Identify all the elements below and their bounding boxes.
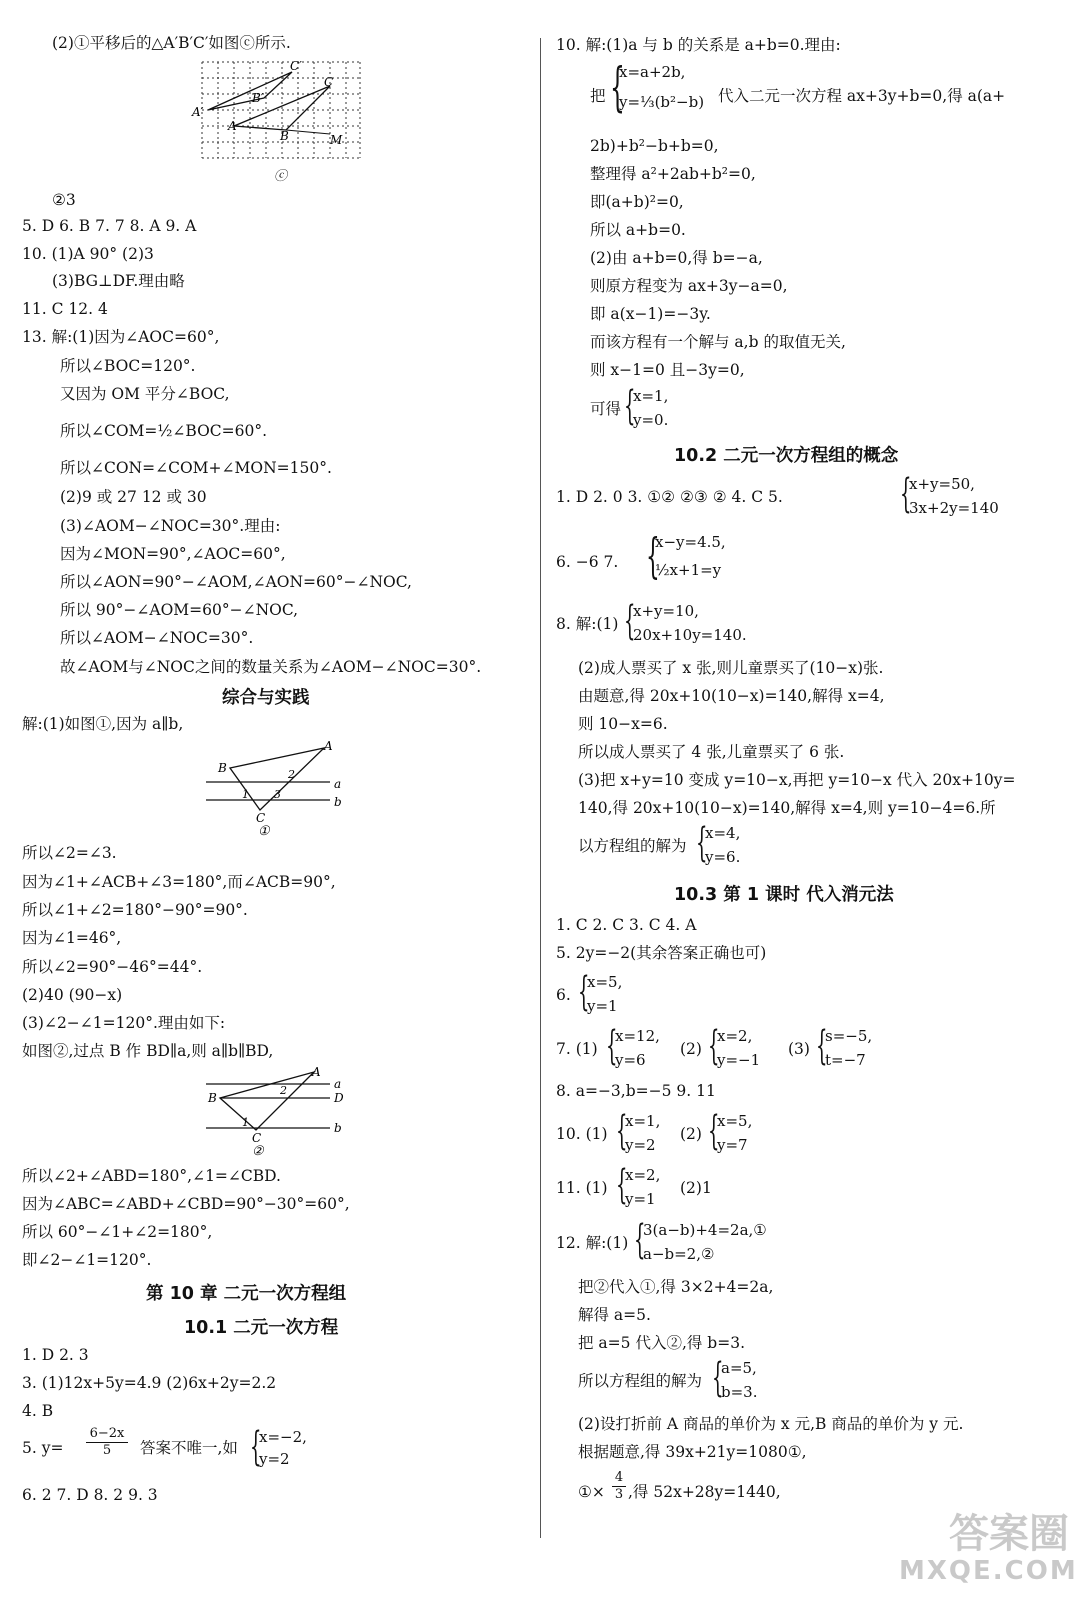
text-line: 则 10−x=6. (578, 715, 668, 733)
text-line: 11. (1) (556, 1179, 608, 1197)
text-line: 因为∠1=46°, (22, 929, 122, 947)
text-line: 则 x−1=0 且−3y=0, (590, 361, 745, 379)
text-line: (3)BG⊥DF.理由略 (52, 272, 185, 290)
text-line: 因为∠ABC=∠ABD+∠CBD=90°−30°=60°, (22, 1195, 350, 1213)
text-line: 1. D 2. 0 3. ①② ②③ ② 4. C 5. (556, 488, 783, 506)
text-line: 1. C 2. C 3. C 4. A (556, 916, 697, 934)
text-line: 11. C 12. 4 (22, 300, 108, 318)
text-line: 即∠2−∠1=120°. (22, 1251, 152, 1269)
text-line: 13. 解:(1)因为∠AOC=60°, (22, 328, 220, 346)
svg-text:1: 1 (242, 1116, 249, 1129)
text-line: 根据题意,得 39x+21y=1080①, (578, 1443, 807, 1461)
text-line: 所以∠BOC=120°. (60, 357, 196, 375)
text-line: (2)由 a+b=0,得 b=−a, (590, 249, 763, 267)
text-line: 6. (556, 986, 571, 1004)
text-line: 所以成人票买了 4 张,儿童票买了 6 张. (578, 743, 845, 761)
text-line: 10. 解:(1)a 与 b 的关系是 a+b=0.理由: (556, 36, 841, 54)
text-line: (2)成人票买了 x 张,则儿童票买了(10−x)张. (578, 659, 884, 677)
text-line: 答案不唯一,如 (140, 1439, 238, 1457)
text-line: 因为∠1+∠ACB+∠3=180°,而∠ACB=90°, (22, 873, 336, 891)
text-line: (3)∠2−∠1=120°.理由如下: (22, 1014, 226, 1032)
text-line: 所以∠2=∠3. (22, 844, 117, 862)
chapter-heading: 第 10 章 二元一次方程组 (146, 1284, 347, 1304)
text-line: (3)把 x+y=10 变成 y=10−x,再把 y=10−x 代入 20x+10y= (578, 771, 1016, 789)
label-b: b (334, 1121, 342, 1135)
text-line: 而该方程有一个解与 a,b 的取值无关, (590, 333, 846, 351)
fraction: 6−2x 5 (86, 1426, 128, 1459)
text-line: 所以 60°−∠1+∠2=180°, (22, 1223, 213, 1241)
text-line: 所以∠AON=90°−∠AOM,∠AON=60°−∠NOC, (60, 573, 412, 591)
text-line: 6. 2 7. D 8. 2 9. 3 (22, 1486, 158, 1504)
label-C: C (256, 811, 266, 825)
text-line: 把 (590, 87, 606, 105)
text-line: 2b)+b²−b+b=0, (590, 137, 719, 155)
svg-text:2: 2 (280, 1084, 287, 1097)
text-line: 如图②,过点 B 作 BD∥a,则 a∥b∥BD, (22, 1042, 274, 1060)
figure-c-caption: ⓒ (274, 169, 288, 184)
text-line: 12. 解:(1) (556, 1234, 629, 1252)
text-line: 10. (1)A 90° (2)3 (22, 245, 154, 263)
label-A: A (324, 739, 333, 753)
label-M: M (330, 133, 343, 147)
text-line: 故∠AOM与∠NOC之间的数量关系为∠AOM−∠NOC=30°. (60, 658, 482, 676)
svg-text:1: 1 (242, 788, 249, 801)
svg-text:2: 2 (288, 768, 295, 781)
figure-1-caption: ① (258, 824, 270, 838)
text-line: ①× (578, 1483, 605, 1501)
figure-2-caption: ② (252, 1144, 264, 1159)
section-heading: 10.1 二元一次方程 (184, 1318, 339, 1338)
label-B: B (208, 1091, 217, 1105)
label-A: A (312, 1065, 321, 1079)
label-D: D (334, 1091, 344, 1105)
text-line: (2)设打折前 A 商品的单价为 x 元,B 商品的单价为 y 元. (578, 1415, 964, 1433)
figure-c-grid (190, 58, 370, 188)
text-line: 所以∠AOM−∠NOC=30°. (60, 629, 254, 647)
section-heading: 10.2 二元一次方程组的概念 (674, 446, 899, 466)
text-line: 1. D 2. 3 (22, 1346, 89, 1364)
text-line: 以方程组的解为 (578, 837, 687, 855)
text-line: 所以∠2=90°−46°=44°. (22, 958, 203, 976)
text-line: 3. (1)12x+5y=4.9 (2)6x+2y=2.2 (22, 1374, 277, 1392)
section-heading: 综合与实践 (222, 688, 310, 708)
text-line: 则原方程变为 ax+3y−a=0, (590, 277, 788, 295)
watermark-logo: 答案圈 MXQE.COM (899, 1511, 1078, 1586)
label-a: a (334, 777, 342, 791)
text-line: 所以∠COM=½∠BOC=60°. (60, 422, 268, 440)
text-line: (2)9 或 27 12 或 30 (60, 488, 207, 506)
text-line: 10. (1) (556, 1125, 608, 1143)
text-line: 8. a=−3,b=−5 9. 11 (556, 1082, 716, 1100)
text-line: (3) (788, 1040, 810, 1058)
text-line: 7. (1) (556, 1040, 598, 1058)
label-B: B (280, 129, 289, 143)
label-A: A (228, 119, 237, 133)
text-line: (3)∠AOM−∠NOC=30°.理由: (60, 517, 281, 535)
text-line: 5. y= (22, 1439, 64, 1457)
text-line: (2) (680, 1040, 702, 1058)
label-a: a (334, 1077, 342, 1091)
text-line: 又因为 OM 平分∠BOC, (60, 385, 230, 403)
text-line: 所以∠1+∠2=180°−90°=90°. (22, 901, 248, 919)
text-line: 整理得 a²+2ab+b²=0, (590, 165, 756, 183)
column-divider (540, 38, 541, 1538)
text-line: 8. 解:(1) (556, 615, 619, 633)
text-line: 解:(1)如图①,因为 a∥b, (22, 715, 184, 733)
text-line: 所以 a+b=0. (590, 221, 686, 239)
text-line: (2)40 (90−x) (22, 986, 123, 1004)
text-line: 由题意,得 20x+10(10−x)=140,解得 x=4, (578, 687, 885, 705)
text-line: 所以 90°−∠AOM=60°−∠NOC, (60, 601, 299, 619)
text-line: 即(a+b)²=0, (590, 193, 684, 211)
text-line: 把②代入①,得 3×2+4=2a, (578, 1278, 774, 1296)
text-line: (2) (680, 1125, 702, 1143)
label-b: b (334, 795, 342, 809)
section-heading: 10.3 第 1 课时 代入消元法 (674, 885, 894, 905)
text-line: 5. D 6. B 7. 7 8. A 9. A (22, 217, 197, 235)
text-line: 解得 a=5. (578, 1306, 651, 1324)
fraction: 4 3 (612, 1470, 626, 1503)
figure-2 (200, 1064, 350, 1159)
text-line: ②3 (52, 191, 76, 209)
label-B: B (218, 761, 227, 775)
text-line: (2)①平移后的△A′B′C′如图ⓒ所示. (52, 34, 291, 52)
text-line: 可得 (590, 400, 622, 418)
text-line: 6. −6 7. (556, 553, 619, 571)
text-line: (2)1 (680, 1179, 712, 1197)
text-line: 所以∠2+∠ABD=180°,∠1=∠CBD. (22, 1167, 281, 1185)
text-line: ,得 52x+28y=1440, (628, 1483, 781, 1501)
svg-text:3: 3 (274, 788, 281, 801)
text-line: 5. 2y=−2(其余答案正确也可) (556, 944, 767, 962)
text-line: 4. B (22, 1402, 54, 1420)
text-line: 140,得 20x+10(10−x)=140,解得 x=4,则 y=10−4=6.所 (578, 799, 996, 817)
figure-1 (200, 738, 350, 838)
text-line: 即 a(x−1)=−3y. (590, 305, 711, 323)
label-C: C (324, 75, 334, 89)
label-C-prime: C′ (290, 59, 302, 73)
label-C: C (252, 1131, 262, 1145)
text-line: 所以方程组的解为 (578, 1372, 703, 1390)
label-A-prime: A′ (192, 105, 204, 119)
text-line: 代入二元一次方程 ax+3y+b=0,得 a(a+ (718, 87, 1006, 105)
text-line: 所以∠CON=∠COM+∠MON=150°. (60, 459, 332, 477)
text-line: 因为∠MON=90°,∠AOC=60°, (60, 545, 286, 563)
label-B-prime: B′ (252, 91, 264, 105)
text-line: 把 a=5 代入②,得 b=3. (578, 1334, 745, 1352)
